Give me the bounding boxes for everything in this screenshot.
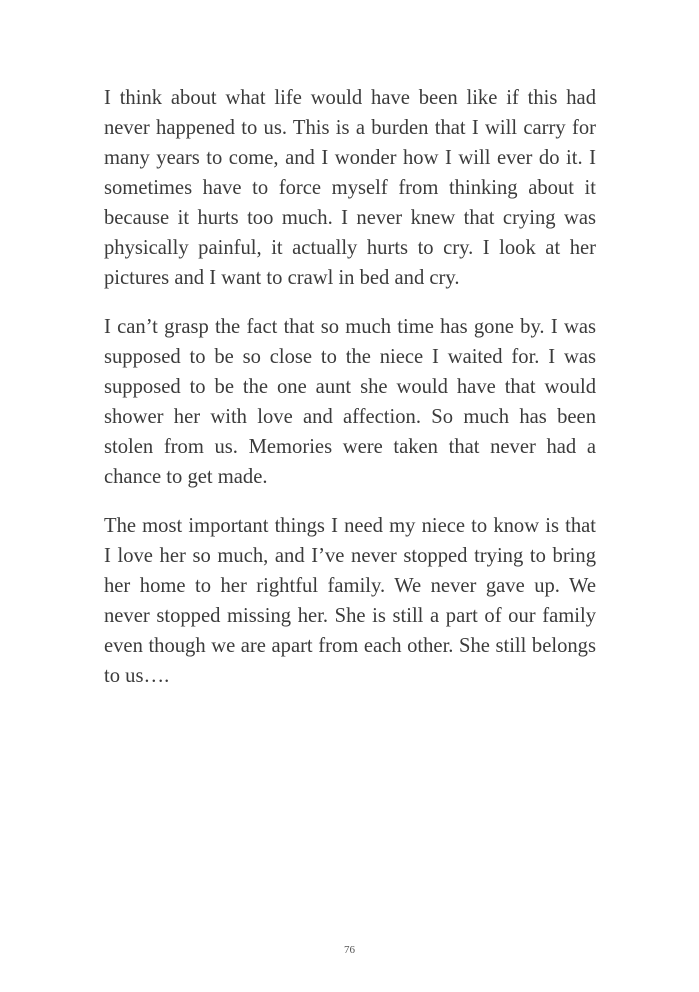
paragraph-3: The most important things I need my niece to know is that I love her so much, and I’ve never stopped trying to bring her home to her rightful family. We never gave up. We never stopped missing her. She is still a part of our family even though we are apart from each other. She still belongs to us…. [104, 515, 596, 687]
paragraph-2: I can’t grasp the fact that so much time has gone by. I was supposed to be so close to the niece I waited for. I was supposed to be the one aunt she would have that would shower her with love and affection. So much has been stolen from us. Memories were taken that never had a chance to get made. [104, 316, 596, 488]
body-text [104, 83, 596, 710]
page-number: 76 [344, 944, 355, 956]
paragraph-1: I think about what life would have been like if this had never happened to us. This is a burden that I will carry for many years to come, and I wonder how I will ever do it. I sometimes have to force myself from thinking about it because it hurts too much. I never knew that crying was physically painful, it actually hurts to cry. I look at her pictures and I want to crawl in bed and cry. [104, 87, 596, 289]
